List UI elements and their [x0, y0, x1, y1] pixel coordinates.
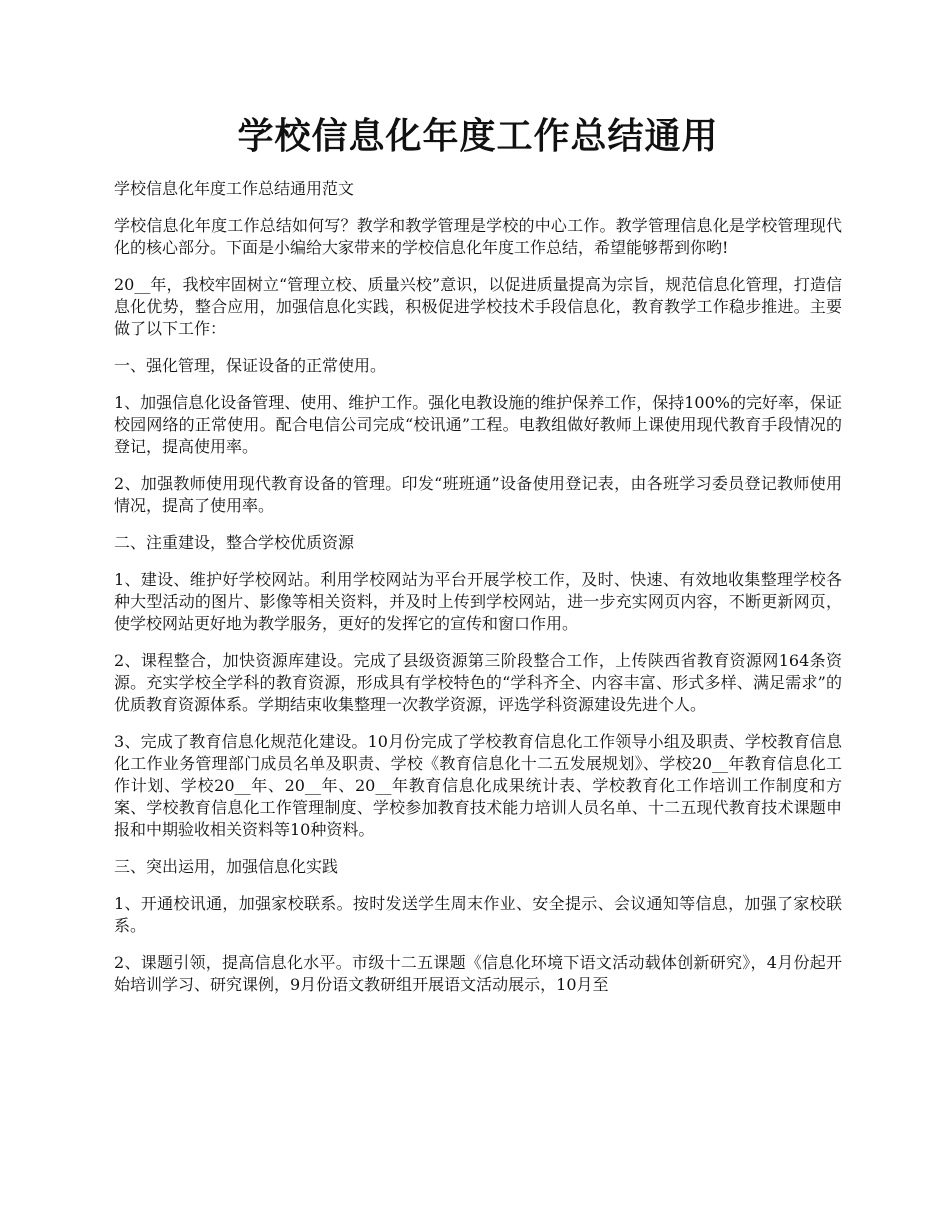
- paragraph-item: 1、建设、维护好学校网站。利用学校网站为平台开展学校工作，及时、快速、有效地收集整理学校各种大型活动的图片、影像等相关资料，并及时上传到学校网站，进一步充实网页内容，不断更新网页，使学校网站更好地为教学服务，更好的发挥它的宣传和窗口作用。: [114, 570, 842, 633]
- paragraph-item: 2、课题引领，提高信息化水平。市级十二五课题《信息化环境下语文活动载体创新研究》，4月份起开始培训学习、研究课例，9月份语文教研组开展语文活动展示，10月至: [114, 953, 842, 994]
- section-heading-3: 三、突出运用，加强信息化实践: [114, 857, 339, 876]
- document-title: 学校信息化年度工作总结通用: [237, 115, 719, 157]
- section-heading-1: 一、强化管理，保证设备的正常使用。: [114, 356, 387, 375]
- document-body: [114, 178, 842, 1011]
- paragraph-item: 1、开通校讯通，加强家校联系。按时发送学生周末作业、安全提示、会议通知等信息，加强了家校联系。: [114, 894, 842, 935]
- paragraph-item: 1、加强信息化设备管理、使用、维护工作。强化电教设施的维护保养工作，保持100%的完好率，保证校园网络的正常使用。配合电信公司完成“校讯通”工程。电教组做好教师上课使用现代教育手段情况的登记，提高使用率。: [114, 393, 842, 456]
- paragraph-overview: 20__年，我校牢固树立“管理立校、质量兴校”意识，以促进质量提高为宗旨，规范信息化管理，打造信息化优势，整合应用，加强信息化实践，积极促进学校技术手段信息化，教育教学工作稳步推进。主要做了以下工作：: [114, 275, 842, 338]
- paragraph-subtitle: 学校信息化年度工作总结通用范文: [114, 179, 355, 198]
- paragraph-item: 2、课程整合，加快资源库建设。完成了县级资源第三阶段整合工作，上传陕西省教育资源网164条资源。充实学校全学科的教育资源，形成具有学校特色的“学科齐全、内容丰富、形式多样、满足需求”的优质教育资源体系。学期结束收集整理一次教学资源，评选学科资源建设先进个人。: [114, 651, 842, 714]
- section-heading-2: 二、注重建设，整合学校优质资源: [114, 533, 355, 552]
- paragraph-intro: 学校信息化年度工作总结如何写？教学和教学管理是学校的中心工作。教学管理信息化是学校管理现代化的核心部分。下面是小编给大家带来的学校信息化年度工作总结，希望能够帮到你哟!: [114, 216, 842, 257]
- paragraph-item: 3、完成了教育信息化规范化建设。10月份完成了学校教育信息化工作领导小组及职责、学校教育信息化工作业务管理部门成员名单及职责、学校《教育信息化十二五发展规划》、学校20__年教育信息化工作计划、学校20__年、20__年、20__年教育信息化成果统计表、学校教育化工作培训工作制度和方案、学校教育信息化工作管理制度、学校参加教育技术能力培训人员名单、十二五现代教育技术课题申报和中期验收相关资料等10种资料。: [114, 732, 842, 839]
- paragraph-item: 2、加强教师使用现代教育设备的管理。印发“班班通”设备使用登记表，由各班学习委员登记教师使用情况，提高了使用率。: [114, 474, 842, 515]
